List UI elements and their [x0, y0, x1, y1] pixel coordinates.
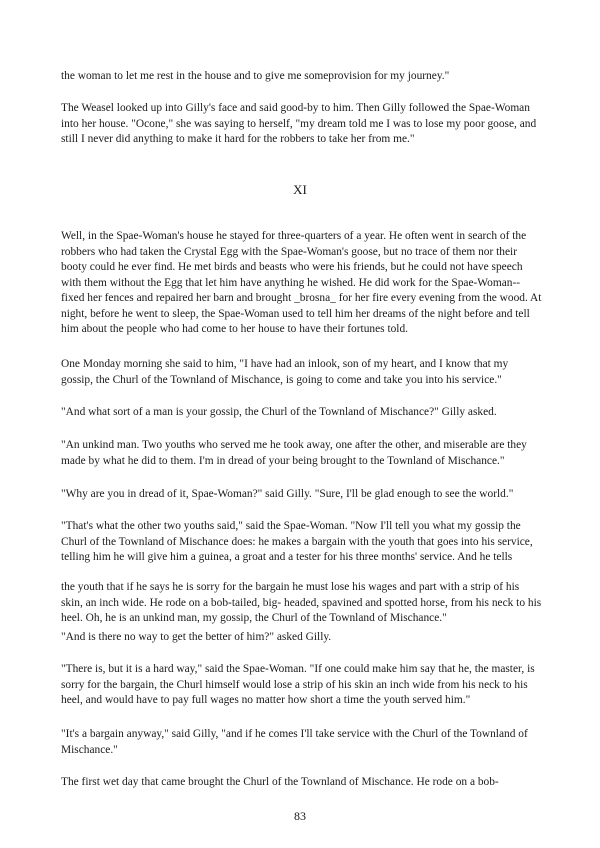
page-number: 83 — [294, 809, 306, 823]
paragraph-9: the youth that if he says he is sorry for the bargain he must lose his wages and part with a strip of his skin, an inch wide. He rode on a bob-tailed, big- headed, spavined and spotted horse, from his neck to his heel. Oh, he is an unkind man, my gossip, the Churl of the Townland of Mischance." — [61, 581, 542, 624]
paragraph-5: "And what sort of a man is your gossip, the Churl of the Townland of Mischance?" Gilly asked. — [61, 406, 497, 418]
paragraph-13: The first wet day that came brought the Churl of the Townland of Mischance. He rode on a bob- — [61, 776, 499, 788]
paragraph-10: "And is there no way to get the better of him?" asked Gilly. — [61, 631, 332, 643]
paragraph-4: One Monday morning she said to him, "I have had an inlook, son of my heart, and I know that my gossip, the Churl of the Townland of Mischance, is going to come and take you into his service." — [61, 358, 509, 386]
paragraph-7: "Why are you in dread of it, Spae-Woman?" said Gilly. "Sure, I'll be glad enough to see the world." — [61, 488, 514, 500]
paragraph-11: "There is, but it is a hard way," said the Spae-Woman. "If one could make him say that he, the master, is sorry for the bargain, the Churl himself would lose a strip of his skin an inch wide from his neck to his heel, and would have to pay full wages no matter how short a time the youth served him." — [61, 663, 535, 706]
paragraph-2: The Weasel looked up into Gilly's face and said good-by to him. Then Gilly followed the Spae-Woman into her house. "Ocone," she was saying to herself, "my dream told me I was to lose my poor goose, and still I never did anything to make it hard for the robbers to take her from me." — [61, 102, 537, 145]
paragraph-8: "That's what the other two youths said," said the Spae-Woman. "Now I'll tell you what my gossip the Churl of the Townland of Mischance does: he makes a bargain with the youth that goes into his service, telling him he will give him a guinea, a groat and a tester for his three months' service. And he tells — [61, 520, 533, 563]
paragraph-6: "An unkind man. Two youths who served me he took away, one after the other, and miserable are they made by what he did to them. I'm in dread of your being brought to the Townland of Mischance." — [61, 439, 527, 467]
chapter-heading: XI — [293, 182, 307, 197]
paragraph-3: Well, in the Spae-Woman's house he stayed for three-quarters of a year. He often went in search of the robbers who had taken the Crystal Egg with the Spae-Woman's goose, but no trace of them nor their booty could he ever find. He met birds and beasts who were his friends, but he could not have speech with them without the Egg that let him have anything he wished. He did work for the Spae-Woman--fixed her fences and repaired her barn and brought _brosna_ for her fire every evening from the wood. At night, before he went to sleep, the Spae-Woman used to tell him her dreams of the night before and tell him about the people who had come to her house to have their fortunes told. — [61, 230, 542, 335]
paragraph-1: the woman to let me rest in the house and to give me someprovision for my journey." — [61, 70, 450, 82]
paragraph-12: "It's a bargain anyway," said Gilly, "and if he comes I'll take service with the Churl of the Townland of Mischance." — [61, 728, 528, 756]
